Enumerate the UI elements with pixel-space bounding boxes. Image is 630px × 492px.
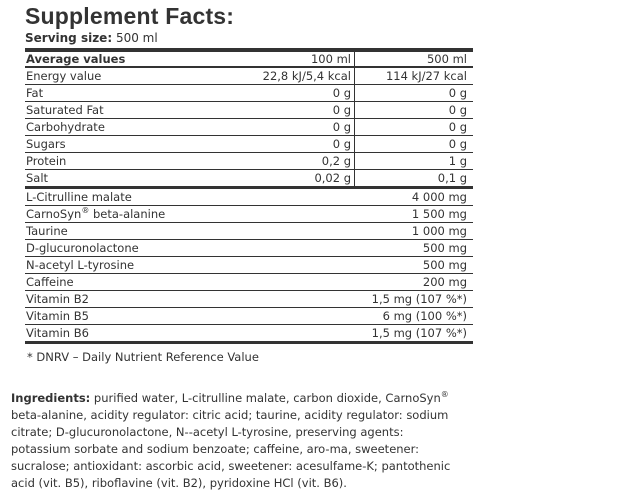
nutrient-name: Protein (25, 153, 231, 170)
ingredients-text-b: beta-alanine, acidity regulator: citric acid; taurine, acidity regulator: sodium citrate; D-glucuronolactone, N--acetyl L-tyrosine, preserving agents: potassium sorbate and sodium benzoate; caffeine, aro-ma, sweetener: sucralose; antioxidant: ascorbic acid, sweetener: acesulfame-K; pantothenic acid (vit. B5), riboflavine (vit. B2), pyridoxine HCl (vit. B6). (11, 408, 451, 490)
serving-size-label: Serving size: (25, 31, 113, 45)
header-col-100ml: 100 ml (231, 50, 355, 67)
table-row (25, 119, 473, 136)
active-name: Taurine (25, 223, 355, 240)
active-value: 200 mg (355, 274, 474, 291)
nutrient-value-100ml: 22,8 kJ/5,4 kcal (231, 67, 355, 85)
table-row (25, 206, 473, 223)
active-name: D-glucuronolactone (25, 240, 355, 257)
table-header-row (25, 50, 473, 67)
ingredients-paragraph (11, 390, 451, 492)
header-col-500ml: 500 ml (355, 50, 474, 67)
nutrition-table (25, 48, 473, 344)
nutrient-value-500ml: 0 g (355, 119, 474, 136)
nutrient-name: Saturated Fat (25, 102, 231, 119)
table-row (25, 274, 473, 291)
active-name (25, 206, 355, 223)
nutrient-name: Sugars (25, 136, 231, 153)
serving-size (25, 31, 158, 45)
dnrv-footnote: * DNRV – Daily Nutrient Reference Value (27, 350, 259, 364)
nutrient-name: Salt (25, 170, 231, 188)
nutrient-value-500ml: 1 g (355, 153, 474, 170)
facts-title: Supplement Facts: (25, 3, 235, 29)
nutrient-value-100ml: 0 g (231, 136, 355, 153)
header-label: Average values (25, 50, 231, 67)
table-row (25, 67, 473, 85)
nutrient-value-500ml: 0 g (355, 85, 474, 102)
table-row (25, 257, 473, 274)
nutrient-value-500ml: 0,1 g (355, 170, 474, 188)
table-row (25, 325, 473, 343)
vitamin-value: 1,5 mg (107 %*) (355, 325, 474, 343)
table-row (25, 188, 473, 206)
active-name-main: CarnoSyn (26, 207, 82, 221)
table-row (25, 170, 473, 188)
nutrient-value-100ml: 0 g (231, 85, 355, 102)
nutrient-value-100ml: 0 g (231, 119, 355, 136)
ingredients-text-a: purified water, L-citrulline malate, carbon dioxide, CarnoSyn (90, 391, 441, 405)
nutrient-value-100ml: 0,2 g (231, 153, 355, 170)
active-value: 500 mg (355, 257, 474, 274)
nutrient-value-100ml: 0,02 g (231, 170, 355, 188)
table-row (25, 136, 473, 153)
table-row (25, 85, 473, 102)
nutrient-name: Carbohydrate (25, 119, 231, 136)
vitamin-name: Vitamin B2 (25, 291, 355, 308)
nutrient-name: Fat (25, 85, 231, 102)
active-name: L-Citrulline malate (25, 188, 355, 206)
serving-size-value: 500 ml (115, 31, 158, 45)
vitamin-value: 1,5 mg (107 %*) (355, 291, 474, 308)
registered-mark: ® (81, 206, 90, 216)
active-value: 4 000 mg (355, 188, 474, 206)
vitamin-name: Vitamin B6 (25, 325, 355, 343)
table-row (25, 240, 473, 257)
vitamin-value: 6 mg (100 %*) (355, 308, 474, 325)
table-row (25, 291, 473, 308)
nutrient-value-500ml: 0 g (355, 136, 474, 153)
active-value: 1 000 mg (355, 223, 474, 240)
table-row (25, 308, 473, 325)
active-name: Caffeine (25, 274, 355, 291)
nutrient-value-500ml: 114 kJ/27 kcal (355, 67, 474, 85)
table-row (25, 153, 473, 170)
active-value: 500 mg (355, 240, 474, 257)
vitamin-name: Vitamin B5 (25, 308, 355, 325)
nutrient-value-100ml: 0 g (231, 102, 355, 119)
nutrient-value-500ml: 0 g (355, 102, 474, 119)
table-row (25, 102, 473, 119)
table-row (25, 223, 473, 240)
ingredients-label: Ingredients: (11, 391, 91, 405)
active-value: 1 500 mg (355, 206, 474, 223)
active-name-suffix: beta-alanine (89, 207, 166, 221)
nutrient-name: Energy value (25, 67, 231, 85)
registered-mark: ® (440, 390, 449, 400)
active-name: N-acetyl L-tyrosine (25, 257, 355, 274)
